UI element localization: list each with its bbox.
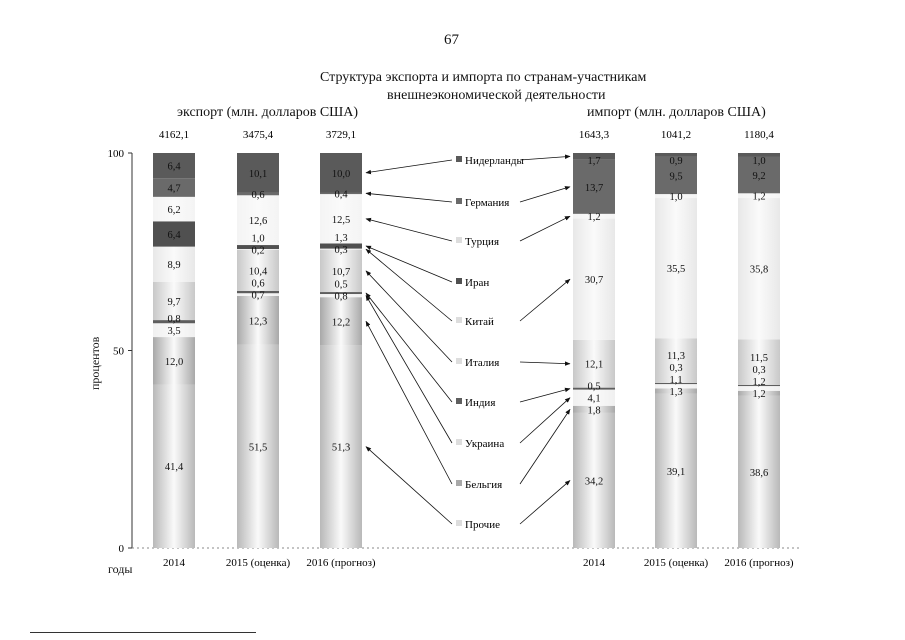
import-group-title: импорт (млн. долларов США) (587, 105, 766, 120)
arrow-to-import-Прочие (520, 480, 570, 524)
data-label: 11,3 (667, 350, 685, 362)
legend-swatch-Украина (456, 439, 462, 445)
legend-label-Индия: Индия (465, 397, 496, 409)
bar-total-label: 1041,2 (660, 129, 692, 141)
data-label: 0,7 (251, 290, 265, 302)
data-label: 1,2 (752, 377, 766, 389)
footnote-rule (30, 632, 256, 633)
arrow-to-import-Турция (520, 216, 570, 241)
data-label: 0,3 (669, 362, 683, 374)
data-label: 4,7 (167, 183, 181, 195)
data-label: 0,8 (334, 291, 348, 303)
chart-title-line-1: Структура экспорта и импорта по странам-участникам (320, 70, 647, 85)
data-label: 34,2 (584, 476, 604, 488)
data-label: 1,3 (669, 386, 683, 398)
legend-label-Нидерланды: Нидерланды (465, 155, 524, 167)
data-label: 1,2 (752, 191, 766, 203)
arrow-to-import-Италия (520, 362, 570, 364)
y-tick-label: 0 (118, 543, 124, 555)
data-label: 3,5 (167, 326, 181, 338)
data-label: 1,0 (251, 233, 265, 245)
arrow-to-export-Германия (366, 193, 452, 202)
data-label: 39,1 (666, 466, 686, 478)
legend-swatch-Нидерланды (456, 156, 462, 162)
legend-swatch-Бельгия (456, 480, 462, 486)
x-category-label: 2015 (оценка) (643, 557, 709, 569)
export-group-title: экспорт (млн. долларов США) (177, 105, 359, 120)
data-label: 0,4 (334, 189, 348, 201)
y-axis-label: процентов (88, 336, 102, 390)
legend-swatch-Прочие (456, 520, 462, 526)
data-label: 12,5 (331, 214, 351, 226)
legend-label-Иран: Иран (465, 277, 490, 289)
legend-swatch-Турция (456, 237, 462, 243)
data-label: 51,5 (248, 442, 268, 454)
arrow-to-import-Индия (520, 389, 570, 402)
data-label: 0,5 (587, 381, 601, 393)
data-label: 4,1 (587, 393, 601, 405)
data-label: 1,0 (752, 156, 766, 167)
data-label: 0,6 (251, 278, 265, 290)
x-category-label: 2016 (прогноз) (306, 557, 376, 569)
data-label: 35,5 (666, 264, 686, 276)
legend-swatch-Иран (456, 278, 462, 284)
arrow-to-export-Нидерланды (366, 160, 452, 173)
data-label: 6,4 (167, 229, 181, 241)
x-category-label: 2014 (583, 557, 605, 569)
x-category-label: 2016 (прогноз) (724, 557, 794, 569)
arrow-to-export-Турция (366, 219, 452, 241)
arrow-to-export-Иран (366, 246, 452, 282)
legend-swatch-Германия (456, 198, 462, 204)
legend-swatch-Индия (456, 398, 462, 404)
data-label: 10,7 (331, 266, 351, 278)
data-label: 0,6 (251, 190, 265, 202)
data-label: 1,2 (587, 212, 601, 224)
arrow-to-import-Китай (520, 279, 570, 321)
data-label: 12,0 (164, 356, 184, 368)
data-label: 1,7 (587, 156, 601, 167)
data-label: 9,7 (167, 296, 181, 308)
data-label: 6,4 (167, 161, 181, 173)
y-tick-label: 50 (113, 345, 124, 358)
arrow-to-export-Индия (366, 293, 452, 402)
legend-label-Турция: Турция (465, 236, 500, 248)
data-label: 1,3 (334, 233, 348, 245)
data-label: 35,8 (749, 264, 769, 276)
bar-total-label: 3729,1 (325, 129, 357, 141)
data-label: 0,8 (167, 314, 181, 326)
data-label: 12,1 (584, 359, 604, 371)
x-category-label: 2015 (оценка) (225, 557, 291, 569)
data-label: 9,2 (752, 171, 766, 183)
data-label: 0,9 (669, 156, 683, 167)
legend-label-Прочие: Прочие (465, 519, 500, 531)
arrow-to-import-Нидерланды (520, 156, 570, 160)
data-label: 1,0 (669, 192, 683, 204)
data-label: 0,3 (334, 245, 348, 257)
data-label: 41,4 (164, 462, 184, 474)
data-label: 0,2 (251, 245, 265, 257)
data-label: 11,5 (750, 353, 768, 365)
arrow-to-export-Прочие (366, 447, 452, 524)
bar-total-label: 4162,1 (158, 129, 190, 141)
arrow-to-export-Бельгия (366, 321, 452, 484)
legend-swatch-Китай (456, 317, 462, 323)
legend-label-Китай: Китай (465, 316, 494, 328)
x-category-label: 2014 (163, 557, 185, 569)
data-label: 0,3 (752, 365, 766, 377)
data-label: 12,3 (248, 316, 268, 328)
bar-total-label: 3475,4 (242, 129, 274, 141)
data-label: 10,4 (248, 266, 268, 278)
y-tick-label: 100 (107, 148, 124, 160)
data-label: 9,5 (669, 171, 683, 183)
data-label: 10,1 (248, 168, 268, 180)
legend-label-Бельгия: Бельгия (465, 479, 503, 491)
data-label: 13,7 (584, 182, 604, 194)
chart-title-line-2: внешнеэкономической деятельности (387, 88, 606, 103)
data-label: 1,2 (752, 389, 766, 401)
legend-label-Германия: Германия (465, 197, 510, 209)
page-number: 67 (444, 32, 459, 48)
data-label: 1,8 (587, 405, 601, 417)
data-label: 0,5 (334, 279, 348, 291)
data-label: 38,6 (749, 467, 769, 479)
bar-total-label: 1180,4 (744, 129, 774, 141)
arrow-to-import-Германия (520, 187, 570, 202)
data-label: 30,7 (584, 275, 604, 287)
data-label: 8,9 (167, 260, 181, 272)
arrow-to-export-Украина (366, 296, 452, 443)
data-label: 1,1 (669, 374, 683, 386)
data-label: 12,2 (331, 317, 351, 329)
legend-label-Украина: Украина (465, 438, 505, 450)
x-axis-label: годы (108, 562, 133, 576)
data-label: 12,6 (248, 216, 268, 228)
bar-total-label: 1643,3 (578, 129, 610, 141)
legend-label-Италия: Италия (465, 357, 500, 369)
data-label: 51,3 (331, 442, 351, 454)
data-label: 6,2 (167, 205, 181, 217)
legend-swatch-Италия (456, 358, 462, 364)
data-label: 10,0 (331, 168, 351, 180)
